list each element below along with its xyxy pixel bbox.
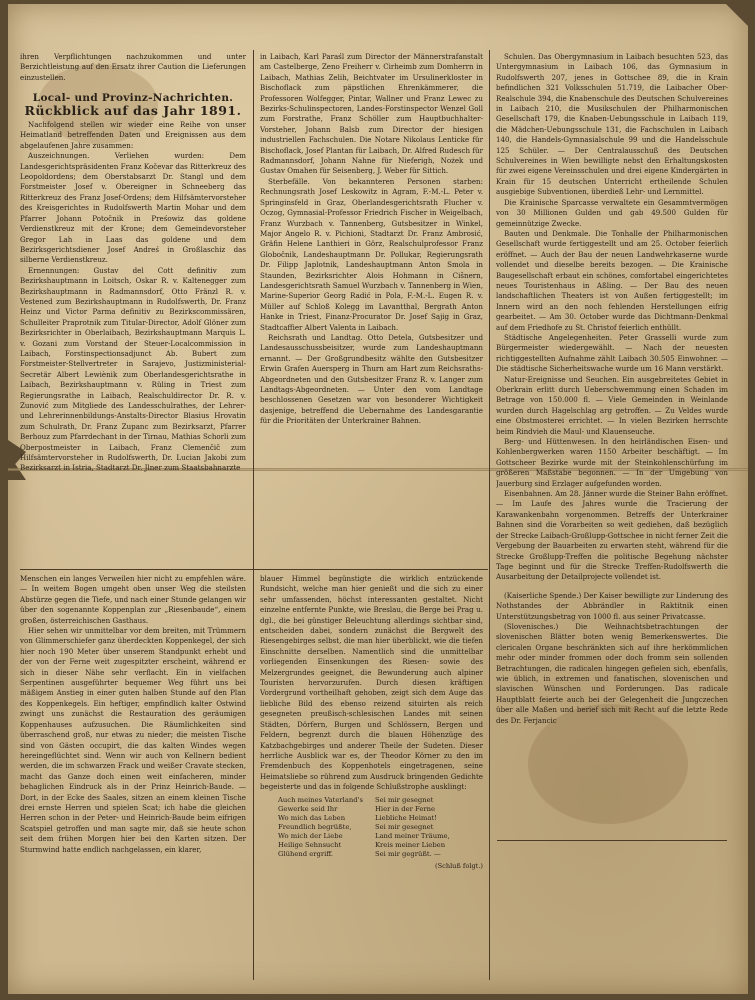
intro-text: ihren Verpflichtungen nachzukommen und unter Berzichtleistung auf den Ersatz ihrer Caution die Lieferungen einzustellen. [20,52,246,82]
feuilleton-left-column [20,574,246,986]
poem-line: Hier in der Ferne [374,804,436,813]
continued-note: (Schluß folgt.) [435,861,483,870]
poem-line: Wo mich der Liebe [278,831,343,840]
section-rule [20,569,488,570]
appointments-paragraph: Ernennungen: Gustav del Cott definitiv zum Bezirkshauptmann in Loitsch, Oskar R. v. Kaltenegger zum Bezirkshauptmann in Radmannsdorf, Otto Fränzl R. v. Vestened zum Bezirkshauptmann in Rudolfswerth, Dr. Franz Heinz und Victor Parma definitiv zu Bezirkscommissären, Schulleiter Praprotnik zum Titular-Director, Adolf Glöner zum Bezirksrichter in Oberlaibach, Bezirkshauptmann Marquis L. v. Gozani zum Vorstand der Steuer-Localcommission in Laibach, Forstinspectionsadjunct Ab. Bubert zum Forstmeister-Stellvertreter in Sarajevo, Justizministerial-Secretär Albert Lewiènik zum Oberlandesgerichtsrathe in Laibach, Bezirkshauptmann v. Rüling in Triest zum Regierungsrathe in Laibach, Realschuldirector Dr. R. v. Zunović zum Mitgliede des Landesschulrathes, der Lehrer- und Lehrerinnenbildungs-Anstalts-Director Blasius Hrovatin zum Schulrath, Dr. Franz Zupanc zum Bezirksarzt, Pfarrer Berhouz zum Pfarrdechant in der Tirnau, Mathias Schorli zum Oberpostmeister in Laibach, Franz Clemenčič zum Hilfsämtervorsteher in Rudolfswerth, Dr. Lucian Jakobi zum Bezirksarzt in Istria, Stadtarzt Dr. Jlner zum Staatsbahnarzte [20,265,246,473]
natural-events-paragraph: Natur-Ereignisse und Seuchen. Ein ausgebreitetes Gebiet in Oberkrain erlitt durch Ueberschwemmung einen Schaden im Betrage von 150.000 fl. — Viele Gemeinden in Weinlande wurden durch Hagelschlag arg getroffen. — Zu Veldes wurde eine Obstmosterei errichtet. — In vielen Bezirken herrschte beim Rindvieh die Maul- und Klauenseuche. [496,374,728,436]
poem-line: Auch meines Vaterland's [278,795,363,804]
city-affairs-paragraph: Städtische Angelegenheiten. Peter Grasselli wurde zum Bürgermeister wiedergewählt. — Nach der neuesten richtiggestellten Aufnahme zählt Laibach 30.505 Einwohner. — Die städtische Sicherheitswache wurde um 16 Mann verstärkt. [496,332,728,374]
feuilleton-middle-column [260,574,483,986]
column-rule [489,50,490,980]
buildings-paragraph: Bauten und Denkmale. Die Tonhalle der Philharmonischen Gesellschaft wurde fertiggestellt und am 25. October feierlich eröffnet. — Auch der Bau der neuen Landwehrkaserne wurde vollendet und dieselbe bereits bezogen. — Die Krainische Baugesellschaft erbaut ein schönes, comfortabel eingerichtetes neues Touristenhaus in Aßling. — Der Bau des neuen landschaftlichen Theaters ist von Außen fertiggestellt; im Innern wird an den noch fehlenden Herstellungen eifrig gearbeitet. — Am 30. October wurde das Dichtmann-Denkmal auf dem Friedhofe zu St. Christof feierlich enthüllt. [496,228,728,332]
poem-line: Land meiner Träume, [374,831,450,840]
imperial-donation-paragraph: (Kaiserliche Spende.) Der Kaiser bewilligte zur Linderung des Nothstandes der Abbrändler in Raktitnik einen Unterstützungsbetrag von 1000 fl. aus seiner Privatcasse. [496,590,728,621]
awards-paragraph: Auszeichnungen. Verliehen wurden: Dem Landesgerichtspräsidenten Franz Kočevar das Ritterkreuz des Leopoldordens; dem Oberstabsarzt Dr. Stangl und dem Forstmeister Josef v. Obereigner in Schneeberg das Ritterkreuz des Franz Josef-Ordens; dem Hilfsämtervorsteher des Kreisgerichtes in Rudolfswerth Martin Mohar und dem Pfarrer Johann Potočnik in Preśowiz das goldene Verdienstkreuz mit der Krone; dem Gemeindevorsteher Gregor Lah in Laas das goldene und dem Bezirksgerichtsdiener Josef Andreś in Großlaschiz das silberne Verdienstkreuz. [20,151,246,265]
parliament-paragraph: Reichsrath und Landtag. Otto Detela, Gutsbesitzer und Landesausschussbeisitzer, wurde zum Landeshauptmann ernannt. — Der Großgrundbesitz wählte den Gutsbesitzer Erwin Grafen Auersperg in Thurn am Hart zum Reichsraths-Abgeordneten und den Gutsbesitzer Franz R. v. Langer zum Landtags-Abgeordneten. — Unter den vom Landtage beschlossenen Gesetzen war von besonderer Wichtigkeit dasjenige, betreffend die Uebernahme des Landesgarantie für die Prioritäten der Unterkrainer Bahnen. [260,332,483,426]
poem-right-lines [375,796,450,859]
poem-line: Glühend ergriff. [278,849,334,858]
poem-line: Gewerke seid Ihr [278,804,338,813]
poem-stanza [278,796,483,859]
schools-paragraph: Schulen. Das Obergymnasium in Laibach besuchten 523, das Untergymnasium in Laibach 106, das Gymnasium in Rudolfswerth 207, jenes in Gottschee 89, die in Krain befindlichen 321 Volksschulen 51.719, die Laibacher Ober-Realschule 394, die Knabenschule des Deutschen Schulvereines in Laibach 210, die Musikschulen der Philharmonischen Gesellschaft 179, die Knaben-Uebungsschule in Laibach 119, die Mädchen-Uebungsschule 131, die Fachschulen in Laibach 140, die Handels-Gymnasialschule 99 und die Handelsschule 125 Schüler. — Der Centralausschuß des Deutschen Schulvereines in Wien bewilligte nebst den Erhaltungskosten für zwei eigene Vereinsschulen und drei eigene Kindergärten in Krain für 15 deutschen Unterricht ertheilende Schulen ausgiebige Subventionen, überdieß Lehr- und Lernmittel. [496,52,728,197]
middle-top-column [260,52,483,564]
poem-line: Heilige Sehnsucht [278,840,342,849]
poem-line: Kreis meiner Lieben [374,840,446,849]
feuilleton-paragraph: blauer Himmel begünstigte die wirklich entzückende Rundsicht, welche man hier genießt und die sich zu einer sehr umfassenden, höchst interessanten gestaltet. Nicht einzelne entfernte Punkte, wie Breslau, die Berge bei Prag u. dgl., die bei günstiger Beleuchtung allerdings sichtbar sind, entscheiden dabei, sondern zunächst die Bergwelt des Riesengebirges selbst, die man hier überblickt, wie die tiefen Einschnitte derselben. Namentlich sind die unmittelbar vorliegenden Einsenkungen des Riesen- sowie des Melzergrundes geeignet, die Bewunderung auch alpiner Touristen hervorzurufen. Durch diesen kräftigen Vordergrund vortheilhaft gehoben, zeigt sich dem Auge das liebliche Bild des ebenso reizend situirten als reich gesegneten preußisch-schlesischen Landes mit seinen Städten, Dörfern, Burgen und Schlössern, Bergen und Feldern, begrenzt durch die blauen Höhenzüge des Katzbachgebirges und anderer Theile der Sudeten. Dieser herrliche Ausblick war es, der Theodor Körner zu den im Fremdenbuch des Koppenhotels eingetragenen, seine Heimatsliebe so rührend zum Ausdruck bringenden Gedichte begeisterte und das in folgende Schlußstrophe ausklingt: [260,574,483,792]
feuilleton-paragraph: Hier sehen wir unmittelbar vor dem breiten, mit Trümmern von Glimmerschiefer ganz überdeckten Koppenkegel, der sich hier noch 190 Meter über unserem Standpunkt erhebt und der von der Ferne weit zugespitzter erscheint, während er sich in dieser Nähe sehr verflacht. Ein in vielfachen Serpentinen ausgeführter bequemer Weg führt uns bei mäßigem Anstieg in einer guten halben Stunde auf den Plan des Koppenkegels. Ein heftiger, empfindlich kalter Ostwind zwingt uns zunächst die Restauration des geräumigen Koppenhauses aufzusuchen. Die Räumlichkeiten sind überraschend groß, nur etwas zu nieder; die meisten Tische sind von Gästen occupirt, die das kalten Windes wegen hereingeflüchtet sind. Wenn wir auch von Kellnern bedient werden, die im schwarzen Frack und weißer Cravate stecken, macht das Ganze doch einen weit einfacheren, minder behaglichen Eindruck als in der Prinz Heinrich-Baude. — Dort, in der Ecke des Saales, sitzen an einem kleinen Tische drei ernste Herren und spielen Scat; ich habe die gleichen Herren schon in der Peter- und Heinrich-Baude beim eifrigen Scatspiel getroffen und man sagte mir, daß sie heute schon seit dem frühen Morgen hier bei den Karten sitzen. Der Sturmwind hatte endlich nachgelassen, ein klarer, [20,626,246,854]
poem-line: Wo mich das Leben [278,813,346,822]
mining-paragraph: Berg- und Hüttenwesen. In den heirländischen Eisen- und Kohlenbergwerken waren 1150 Arbeiter beschäftigt. — Im Gottscheer Bezirke wurde mit der Steinkohlenschürfung im größeren Maßstabe begonnen. — In der Umgebung von Jauerburg sind Erzlager aufgefunden worden. [496,437,728,488]
appointments-continued: in Laibach, Karl Paraśl zum Director der Männerstrafanstalt am Castelberge, Zeno Freiherr v. Cirheimb zum Domherrn in Laibach, Mathias Zelih, Beichtvater im Ursulinerkloster in Bischoflack zum päpstlichen Ehrenkämmerer, die Professoren Wolfegger, Pintar, Wallner und Franz Lewec zu Bezirks-Schulinspectoren, Landes-Forstinspector Wenzel Goll zum Forstrathe, Franz Schöller zum Hauptbuchhalter-Vorsteher, Johann Balsb zum Director der hiesigen industriellen Fachschulen. Die Notare Nikolaus Lenticke für Bischoflack, Josef Plantan für Laibach, Dr. Alfred Rudesch für Radmannsdorf, Johann Nahne für Nieferigh, Nożek und Gustav Omahen für Seisenberg, J. Weber für Sittich. [260,52,483,176]
deaths-paragraph: Sterbefälle. Von bekannteren Personen starben: Rechnungsrath Josef Leskowitz in Agram, F.-M.-L. Peter v. Springinsfeld in Graz, Oberlandesgerichtsrath Flucher v. Oczog, Gymnasial-Professor Friedrich Fischer in Weigelbach, Franz Wurzbach v. Tannenberg, Gutsbesitzer in Winkel, Major Angelo R. v. Pichioni, Stadtarzt Dr. Franz Ambrosić, Gräfin Helene Lanthieri in Görz, Realschulprofessor Franz Globočnik, Landeshauptmann Dr. Pollukar, Regierungsrath Dr. Filipp Japlotnik, Landeshauptmann Anton Smola in Staunden, Bezirksrichter Alois Hohmann in Cišnern, Landesgerichtsrath Samuel Wurzbach v. Tannenberg in Wien, Marine-Superior Georg Radić in Pola, F.-M.-L. Eugen R. v. Müller auf Schloß Kolegg im Lavantthal, Bergrath Anton Hanke in Triest, Finanz-Procurator Dr. Josef Sajig in Graz, Stadtcaffier Albert Valenta in Laibach. [260,176,483,332]
left-top-column [20,52,246,564]
lead-paragraph: Nachfolgend stellen wir wieder eine Reihe von unser Heimatland betreffenden Daten und Ereignissen aus dem abgelaufenen Jahre zusammen: [20,120,246,150]
railways-paragraph: Eisenbahnen. Am 28. Jänner wurde die Steiner Bahn eröffnet. — Im Laufe des Jahres wurde die Tracierung der Karawankenbahn vorgenommen. Betreffs der Unterkrainer Bahnen sind die Vorarbeiten so weit gediehen, daß bezüglich der Strecke Laibach-Großlupp-Gottschee in nicht ferner Zeit die Vergebung der Bauarbeiten zu erwarten steht, während für die Strecke Großlupp-Treffen die politische Begehung nächster Tage beginnt und für die Strecke Treffen-Rudolfswerth die Ausarbeitung der Detailprojecte vollendet ist. [496,489,728,582]
section-heading: Local- und Provinz-Nachrichten. [32,92,234,105]
poem-line: Sei mir gesegnet [374,795,434,804]
right-column [496,52,728,986]
poem-line: Sei mir gegrüßt. — [374,849,441,858]
section-subheading: Rückblick auf das Jahr 1891. [24,102,242,118]
poem-left-lines [278,796,363,859]
poem-line: Liebliche Heimat! [374,813,437,822]
column-rule [253,50,254,980]
savings-bank-paragraph: Die Krainische Sparcasse verwaltete ein Gesammtvermögen von 30 Millionen Gulden und gab 49.500 Gulden für gemeinnützige Zwecke. [496,197,728,228]
feuilleton-paragraph: Menschen ein langes Verweilen hier nicht zu empfehlen wäre. — In weitem Bogen umgeht oben unser Weg die steilsten Abstürze gegen die Tiefe, und nach einer Stunde gelangen wir über den sogenannte Koppenplan zur „Riesenbaude“, einem großen, österreichischen Gasthaus. [20,574,246,625]
slovenian-paragraph: (Slovenisches.) Die Weihnachtsbetrachtungen der slovenischen Blätter boten wenig Bemerkenswertes. Die clericalen Organe beschränkten sich auf ihre herkömmlichen mehr oder minder frommen oder doch fromm sein sollenden Betrachtungen, die radicalen hingegen gefielen sich, ebenfalls, wie üblich, in extremen und fanatischen, slovenischen und slavischen Wünschen und Forderungen. Das radicale Hauptblatt feierte auch bei der Gelegenheit die Jungczechen über alle Maßen und berief sich mit Recht auf die letzte Rede des Dr. Ferjancic [496,621,728,725]
poem-line: Sei mir gesegnet [374,822,434,831]
poem-line: Freundlich begrüßte, [278,822,352,831]
